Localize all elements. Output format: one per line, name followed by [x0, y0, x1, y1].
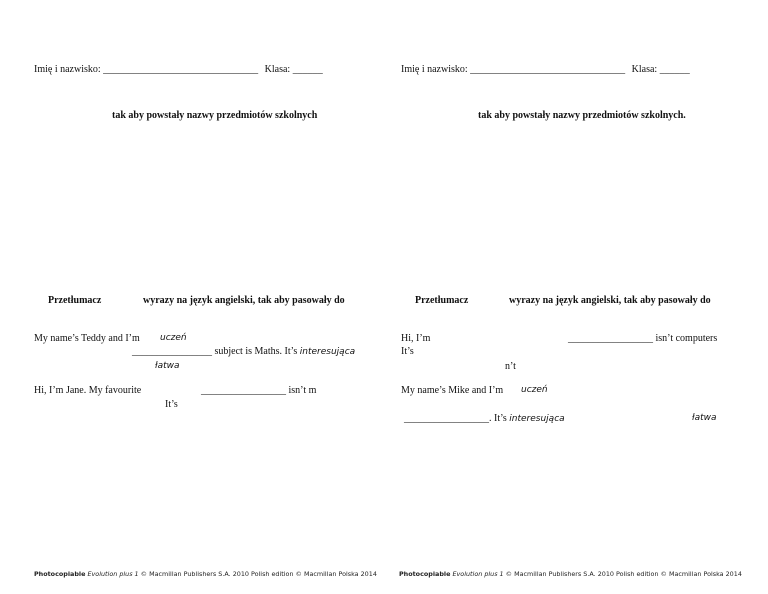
right-hint-latwa: łatwa	[692, 413, 717, 423]
right-line-5-text: . It’s	[489, 413, 507, 424]
left-line-1-text: My name’s Teddy and I’m	[34, 333, 140, 344]
left-instruction-2-rest: wyrazy na język angielski, tak aby pasowały do	[143, 295, 345, 306]
left-line-2-blank: ________________	[132, 346, 212, 357]
footer-copyright: © Macmillan Publishers S.A. 2010 Polish edition © Macmillan Polska 2014	[140, 570, 377, 578]
right-hint-interesujaca: interesująca	[509, 414, 565, 424]
right-instruction-2-rest: wyrazy na język angielski, tak aby pasowały do	[509, 295, 711, 306]
class-blank: ______	[292, 64, 323, 75]
right-line-5	[404, 413, 565, 425]
name-blank: _______________________________	[103, 64, 259, 75]
right-instruction-2-lead: Przetłumacz	[415, 295, 469, 306]
right-header	[401, 64, 690, 76]
right-line-3: n’t	[505, 361, 516, 372]
right-line-1-blank: _________________	[568, 333, 653, 344]
left-line-4-blank: _________________	[201, 385, 286, 396]
right-line-5-blank: _________________	[404, 413, 489, 424]
name-blank: _______________________________	[470, 64, 626, 75]
footer-bold: Photocopiable	[34, 570, 86, 578]
right-line-4: My name’s Mike and I’m	[401, 385, 504, 396]
left-hint-latwa: łatwa	[155, 361, 180, 371]
footer-title: Evolution plus 1	[87, 570, 139, 578]
right-hint-uczen: uczeń	[521, 385, 548, 395]
footer-copyright: © Macmillan Publishers S.A. 2010 Polish edition © Macmillan Polska 2014	[505, 570, 742, 578]
class-blank: ______	[659, 64, 690, 75]
class-label: Klasa:	[631, 64, 658, 75]
left-line-4-a: Hi, I’m Jane. My favourite	[34, 385, 142, 396]
left-hint-uczen: uczeń	[160, 333, 187, 343]
left-line-5: It’s	[165, 399, 178, 410]
class-label: Klasa:	[264, 64, 291, 75]
left-line-1	[34, 333, 140, 345]
right-line-2: It’s	[401, 346, 414, 357]
footer-title: Evolution plus 1	[452, 570, 504, 578]
name-label: Imię i nazwisko:	[401, 64, 468, 75]
left-instruction-1: tak aby powstały nazwy przedmiotów szkolnych	[112, 110, 318, 121]
right-instruction-1: tak aby powstały nazwy przedmiotów szkolnych.	[478, 110, 686, 121]
right-footer	[399, 570, 742, 578]
left-line-4-b	[201, 385, 316, 397]
left-instruction-2-lead: Przetłumacz	[48, 295, 102, 306]
right-line-1-a: Hi, I’m	[401, 333, 431, 344]
name-label: Imię i nazwisko:	[34, 64, 101, 75]
footer-bold: Photocopiable	[399, 570, 451, 578]
left-footer	[34, 570, 377, 578]
left-line-4-text: isn’t m	[288, 385, 317, 396]
left-line-2	[132, 346, 355, 358]
left-hint-interesujaca: interesująca	[299, 347, 356, 357]
right-line-1-b	[568, 333, 717, 345]
left-line-2-text: subject is Maths. It’s	[214, 346, 298, 357]
left-header	[34, 64, 323, 76]
right-line-1-text: isn’t computers	[655, 333, 718, 344]
